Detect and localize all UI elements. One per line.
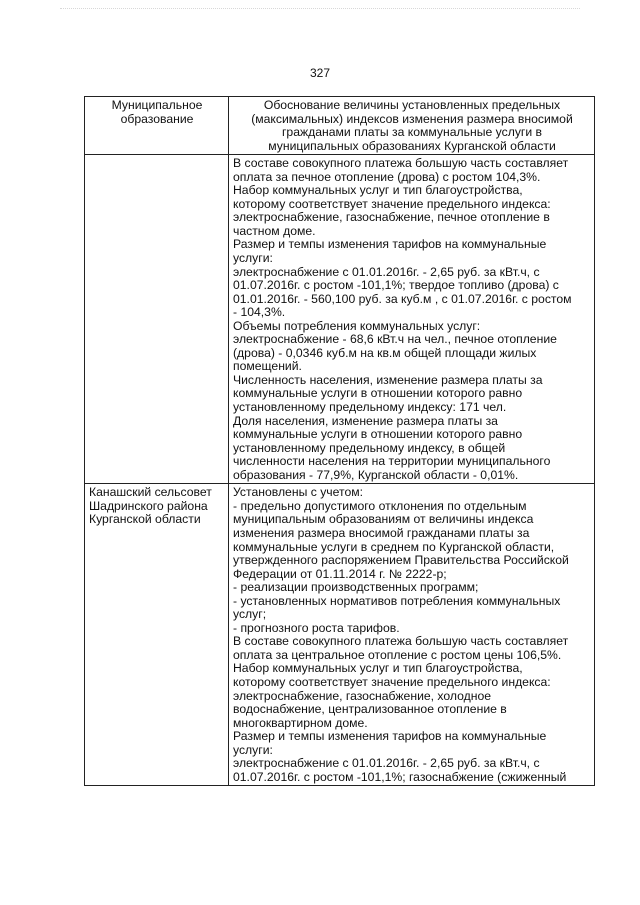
- justification-line: Набор коммунальных услуг и тип благоустройства,: [233, 661, 523, 676]
- justification-line: муниципальным образованиям от величины индекса: [233, 512, 534, 527]
- municipality-line: Канашский сельсовет: [89, 485, 212, 500]
- justification-line: Размер и темпы изменения тарифов на коммунальные: [233, 729, 547, 744]
- justification-line: коммунальные услуги в среднем по Курганской области,: [233, 539, 555, 554]
- header-line: (максимальных) индексов изменения размера вносимой: [251, 111, 573, 126]
- justification-line: изменения размера вносимой гражданами платы за: [233, 525, 530, 540]
- justification-line: частном доме.: [233, 223, 316, 238]
- justification-line: Численность населения, изменение размера платы за: [233, 372, 543, 387]
- justification-line: 01.07.2016г. с ростом -101,1%; газоснабжение (сжиженный: [233, 769, 567, 784]
- justification-line: электроснабжение, газоснабжение, печное отопление в: [233, 210, 550, 225]
- justification-line: которому соответствует значение предельного индекса:: [233, 674, 551, 689]
- header-municipality: [85, 97, 229, 155]
- justification-line: электроснабжение - 68,6 кВт.ч на чел., печное отопление: [233, 332, 557, 347]
- justification-line: Федерации от 01.11.2014 г. № 2222-р;: [233, 566, 447, 581]
- justification-line: Набор коммунальных услуг и тип благоустройства,: [233, 183, 523, 198]
- table-header-row: [85, 97, 595, 155]
- justification-line: численности населения на территории муниципального: [233, 454, 551, 469]
- scan-artifact-line: [60, 8, 580, 11]
- table-row: [85, 484, 595, 786]
- justification-line: оплата за печное отопление (дрова) с ростом 104,3%.: [233, 169, 541, 184]
- justification-line: Доля населения, изменение размера платы за: [233, 413, 498, 428]
- header-line: гражданами платы за коммунальные услуги в: [281, 125, 543, 140]
- header-line: муниципальных образованиях Курганской области: [268, 138, 556, 153]
- justification-line: Размер и темпы изменения тарифов на коммунальные: [233, 237, 547, 252]
- page-number: 327: [309, 66, 331, 80]
- justification-line: помещений.: [233, 359, 302, 374]
- justification-line: электроснабжение с 01.01.2016г. - 2,65 руб. за кВт.ч, с: [233, 264, 540, 279]
- municipality-line: Шадринского района: [89, 498, 208, 513]
- justification-line: услуги:: [233, 251, 273, 266]
- municipality-cell: [85, 484, 229, 786]
- municipality-cell: [85, 155, 229, 484]
- justification-line: установленному предельному индексу: 171 чел.: [233, 400, 507, 415]
- justification-line: - 104,3%.: [233, 305, 286, 320]
- justification-line: утвержденного распоряжением Правительства Российской: [233, 553, 569, 568]
- justification-line: образования - 77,9%, Курганской области - 0,01%.: [233, 467, 519, 482]
- justification-line: В составе совокупного платежа большую часть составляет: [233, 156, 569, 171]
- header-line: Обоснование величины установленных предельных: [263, 98, 561, 112]
- justification-line: - предельно допустимого отклонения по отдельным: [233, 498, 527, 513]
- municipality-line: Курганской области: [89, 512, 201, 527]
- justification-line: Объемы потребления коммунальных услуг:: [233, 318, 481, 333]
- table-row: [85, 155, 595, 484]
- justification-line: коммунальные услуги в отношении которого равно: [233, 386, 523, 401]
- justification-line: оплата за центральное отопление с ростом цены 106,5%.: [233, 647, 562, 662]
- justification-line: услуг;: [233, 607, 267, 622]
- header-line: образование: [120, 111, 194, 126]
- justification-line: электроснабжение, газоснабжение, холодное: [233, 688, 492, 703]
- justification-line: водоснабжение, централизованное отопление в: [233, 702, 507, 717]
- justification-line: - установленных нормативов потребления коммунальных: [233, 593, 561, 608]
- header-line: Муниципальное: [111, 98, 203, 112]
- header-justification: [229, 97, 595, 155]
- justification-line: 01.01.2016г. - 560,100 руб. за куб.м , с 01.07.2016г. с ростом: [233, 291, 572, 306]
- justification-cell: [229, 484, 595, 786]
- justification-line: В составе совокупного платежа большую часть составляет: [233, 634, 569, 649]
- justification-line: (дрова) - 0,0346 куб.м на кв.м общей площади жилых: [233, 345, 537, 360]
- justification-cell: [229, 155, 595, 484]
- justification-line: которому соответствует значение предельного индекса:: [233, 196, 551, 211]
- justification-line: установленному предельному индексу, в общей: [233, 440, 506, 455]
- justification-line: электроснабжение с 01.01.2016г. - 2,65 руб. за кВт.ч, с: [233, 756, 540, 771]
- justification-line: коммунальные услуги в отношении которого равно: [233, 427, 523, 442]
- justification-line: - реализации производственных программ;: [233, 580, 479, 595]
- justification-line: 01.07.2016г. с ростом -101,1%; твердое топливо (дрова) с: [233, 278, 559, 293]
- justification-line: Установлены с учетом:: [233, 485, 363, 500]
- municipal-index-table: [84, 96, 595, 786]
- justification-line: многоквартирном доме.: [233, 715, 368, 730]
- justification-line: - прогнозного роста тарифов.: [233, 620, 400, 635]
- justification-line: услуги:: [233, 742, 273, 757]
